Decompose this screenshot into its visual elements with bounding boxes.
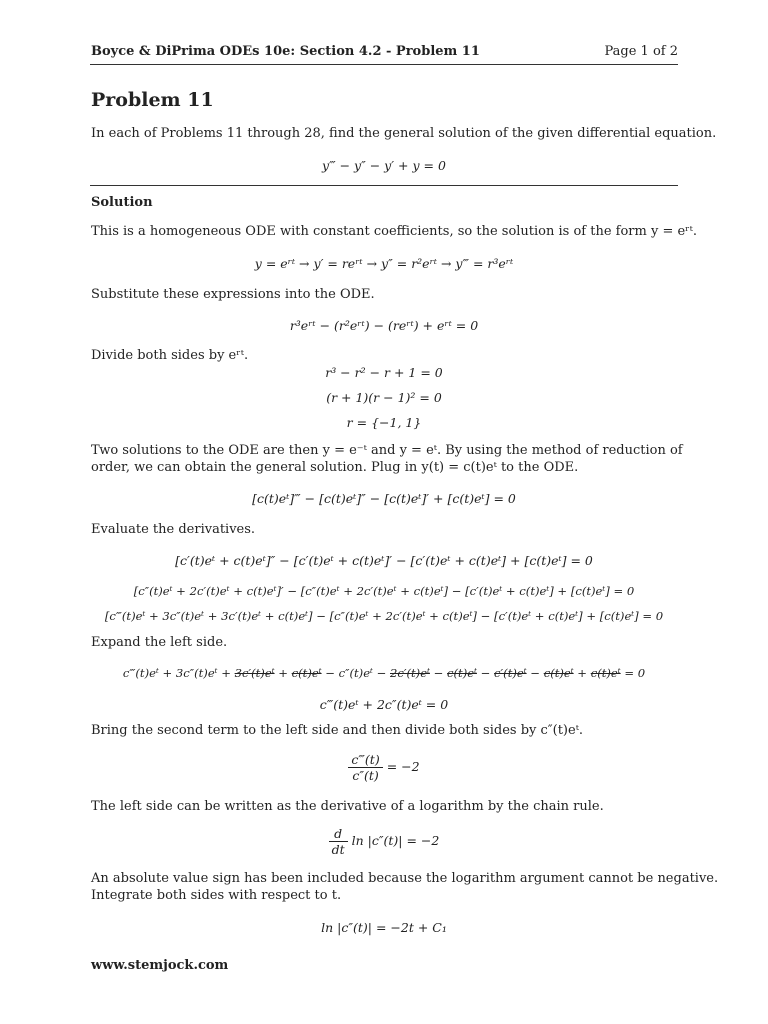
roots: r = {−1, 1} xyxy=(346,415,422,430)
problem-statement: In each of Problems 11 through 28, find the general solution of the given differential equation. xyxy=(91,126,717,141)
section-rule xyxy=(90,185,678,186)
fraction-denominator: dt xyxy=(331,842,345,857)
expanded-term: − c″(t)eᵗ − xyxy=(321,666,390,680)
plug-in-equation: [c(t)eᵗ]‴ − [c(t)eᵗ]″ − [c(t)eᵗ]′ + [c(t)eᵗ] = 0 xyxy=(252,491,516,506)
integrated-equation: ln |c″(t)| = −2t + C₁ xyxy=(321,920,447,935)
paragraph: Expand the left side. xyxy=(91,635,228,650)
paragraph: Two solutions to the ODE are then y = e⁻ᵗ and y = eᵗ. By using the method of reduction of xyxy=(91,443,683,458)
header-rule xyxy=(90,64,678,65)
fraction-numerator: c‴(t) xyxy=(348,752,382,768)
cancelled-term: c(t)eᵗ xyxy=(543,666,574,680)
cancelled-term: c(t)eᵗ xyxy=(291,666,322,680)
expanded-equation xyxy=(0,666,768,680)
simplified-equation: c‴(t)eᵗ + 2c″(t)eᵗ = 0 xyxy=(319,697,449,712)
header-title: Boyce & DiPrima ODEs 10e: Section 4.2 - Problem 11 xyxy=(91,44,480,59)
paragraph: order, we can obtain the general solution. Plug in y(t) = c(t)eᵗ to the ODE. xyxy=(91,460,579,475)
fraction xyxy=(348,752,382,783)
equation-rhs: = −2 xyxy=(386,759,420,774)
paragraph: Evaluate the derivatives. xyxy=(91,522,256,537)
factored-equation: (r + 1)(r − 1)² = 0 xyxy=(326,390,442,405)
characteristic-equation: r³ − r² − r + 1 = 0 xyxy=(325,365,443,380)
fraction-denominator: c″(t) xyxy=(352,768,379,783)
cancelled-term: 3c′(t)eᵗ xyxy=(234,666,275,680)
expanded-term: − xyxy=(429,666,448,680)
expanded-term: = 0 xyxy=(620,666,646,680)
cancelled-term: c(t)eᵗ xyxy=(447,666,477,680)
paragraph: Bring the second term to the left side and then divide both sides by c″(t)eᵗ. xyxy=(91,723,584,738)
cancelled-term: c(t)eᵗ xyxy=(590,666,621,680)
problem-title: Problem 11 xyxy=(91,89,214,111)
derivative-step-1: [c′(t)eᵗ + c(t)eᵗ]″ − [c′(t)eᵗ + c(t)eᵗ]′ − [c′(t)eᵗ + c(t)eᵗ] + [c(t)eᵗ] = 0 xyxy=(175,553,593,568)
fraction-numerator: d xyxy=(329,826,348,842)
fraction xyxy=(329,826,348,857)
paragraph: Integrate both sides with respect to t. xyxy=(91,888,342,903)
paragraph: An absolute value sign has been included because the logarithm argument cannot be negative. xyxy=(91,871,719,886)
cancelled-term: 2c′(t)eᵗ xyxy=(390,666,430,680)
page-number: Page 1 of 2 xyxy=(604,44,678,59)
ode-equation: y‴ − y″ − y′ + y = 0 xyxy=(322,158,446,173)
log-derivative-equation xyxy=(0,826,768,857)
footer-url: www.stemjock.com xyxy=(91,958,229,973)
ratio-equation xyxy=(0,752,768,783)
cancelled-term: c′(t)eᵗ xyxy=(494,666,527,680)
paragraph: The left side can be written as the derivative of a logarithm by the chain rule. xyxy=(91,799,604,814)
derivative-chain: y = eʳᵗ → y′ = reʳᵗ → y″ = r²eʳᵗ → y‴ = r³eʳᵗ xyxy=(254,256,514,271)
expanded-term: c‴(t)eᵗ + 3c″(t)eᵗ + xyxy=(122,666,235,680)
expanded-term: − xyxy=(526,666,544,680)
equation-rhs: ln |c″(t)| = −2 xyxy=(351,833,440,848)
expanded-term: + xyxy=(274,666,292,680)
expanded-term: + xyxy=(573,666,591,680)
paragraph: This is a homogeneous ODE with constant coefficients, so the solution is of the form y = eʳᵗ. xyxy=(91,224,698,239)
paragraph: Divide both sides by eʳᵗ. xyxy=(91,348,249,363)
substituted-equation: r³eʳᵗ − (r²eʳᵗ) − (reʳᵗ) + eʳᵗ = 0 xyxy=(289,318,479,333)
paragraph: Substitute these expressions into the ODE. xyxy=(91,287,375,302)
derivative-step-2: [c″(t)eᵗ + 2c′(t)eᵗ + c(t)eᵗ]′ − [c″(t)eᵗ + 2c′(t)eᵗ + c(t)eᵗ] − [c′(t)eᵗ + c(t)eᵗ] + [c(t)eᵗ] = 0 xyxy=(133,584,635,598)
solution-heading: Solution xyxy=(91,195,153,210)
derivative-step-3: [c‴(t)eᵗ + 3c″(t)eᵗ + 3c′(t)eᵗ + c(t)eᵗ] − [c″(t)eᵗ + 2c′(t)eᵗ + c(t)eᵗ] − [c′(t)eᵗ + c(t)eᵗ] + [c(t)eᵗ] = 0 xyxy=(104,609,664,623)
expanded-term: − xyxy=(476,666,495,680)
